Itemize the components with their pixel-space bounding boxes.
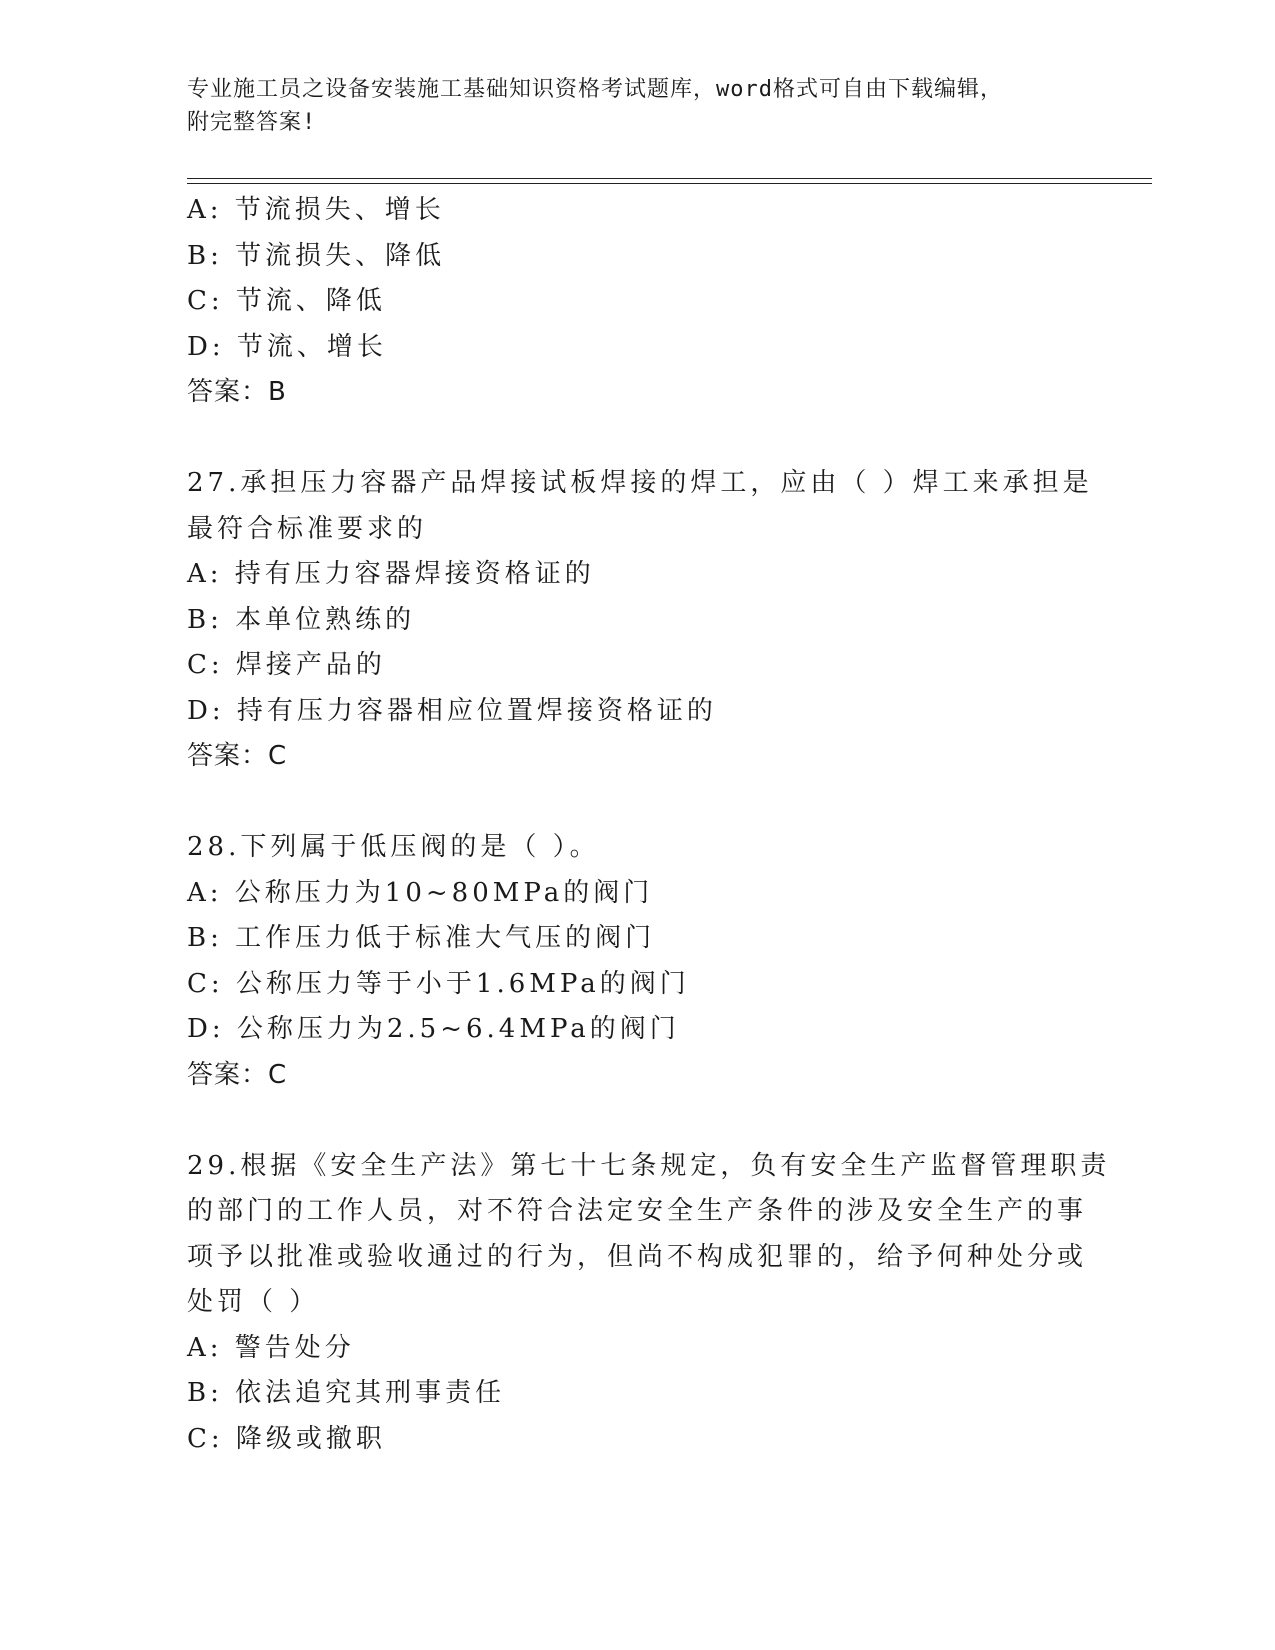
- answer: 答案：C: [187, 1059, 288, 1090]
- answer: 答案：B: [187, 377, 287, 407]
- question-27: [187, 461, 1093, 780]
- option-b: B: 本单位熟练的: [187, 604, 416, 635]
- option-a: A: 警告处分: [187, 1332, 355, 1363]
- question-stem-line: 28.下列属于低压阀的是（ ）。: [187, 832, 600, 862]
- option-a: A: 公称压力为10~80MPa的阀门: [187, 877, 654, 908]
- question-28: [187, 825, 1087, 1098]
- spacer: [187, 416, 1087, 462]
- option-c: C: 节流、降低: [187, 286, 386, 316]
- question-29: [187, 1144, 1111, 1463]
- header-line-1: 专业施工员之设备安装施工基础知识资格考试题库，word格式可自由下载编辑，: [187, 77, 1003, 102]
- question-stem-line: 的部门的工作人员，对不符合法定安全生产条件的涉及安全生产的事: [187, 1196, 1088, 1226]
- header-divider-top: [187, 178, 1152, 179]
- option-c: C: 降级或撤职: [187, 1423, 386, 1454]
- question-stem-line: 处罚（ ）: [187, 1287, 320, 1317]
- question-stem-line: 项予以批准或验收通过的行为，但尚不构成犯罪的，给予何种处分或: [187, 1241, 1088, 1272]
- spacer: [187, 780, 1087, 826]
- spacer: [187, 1098, 1087, 1144]
- document-header: [187, 73, 1067, 139]
- option-c: C: 公称压力等于小于1.6MPa的阀门: [187, 968, 690, 999]
- question-stem-line: 最符合标准要求的: [187, 513, 428, 544]
- question-26: [187, 188, 1087, 416]
- question-stem-line: 29.根据《安全生产法》第七十七条规定，负有安全生产监督管理职责: [187, 1150, 1111, 1181]
- question-list: [187, 188, 1111, 1462]
- option-d: D: 持有压力容器相应位置焊接资格证的: [187, 695, 717, 726]
- header-line-2: 附完整答案!: [187, 110, 317, 135]
- option-a: A: 持有压力容器焊接资格证的: [187, 559, 595, 589]
- option-b: B: 节流损失、降低: [187, 240, 446, 271]
- option-b: B: 依法追究其刑事责任: [187, 1378, 506, 1408]
- header-divider-bottom: [187, 183, 1152, 184]
- option-d: D: 节流、增长: [187, 331, 387, 362]
- option-c: C: 焊接产品的: [187, 650, 386, 680]
- answer: 答案：C: [187, 741, 288, 771]
- option-b: B: 工作压力低于标准大气压的阀门: [187, 923, 656, 953]
- option-a: A: 节流损失、增长: [187, 195, 445, 225]
- question-stem-line: 27.承担压力容器产品焊接试板焊接的焊工，应由（ ）焊工来承担是: [187, 468, 1093, 498]
- option-d: D: 公称压力为2.5~6.4MPa的阀门: [187, 1014, 680, 1044]
